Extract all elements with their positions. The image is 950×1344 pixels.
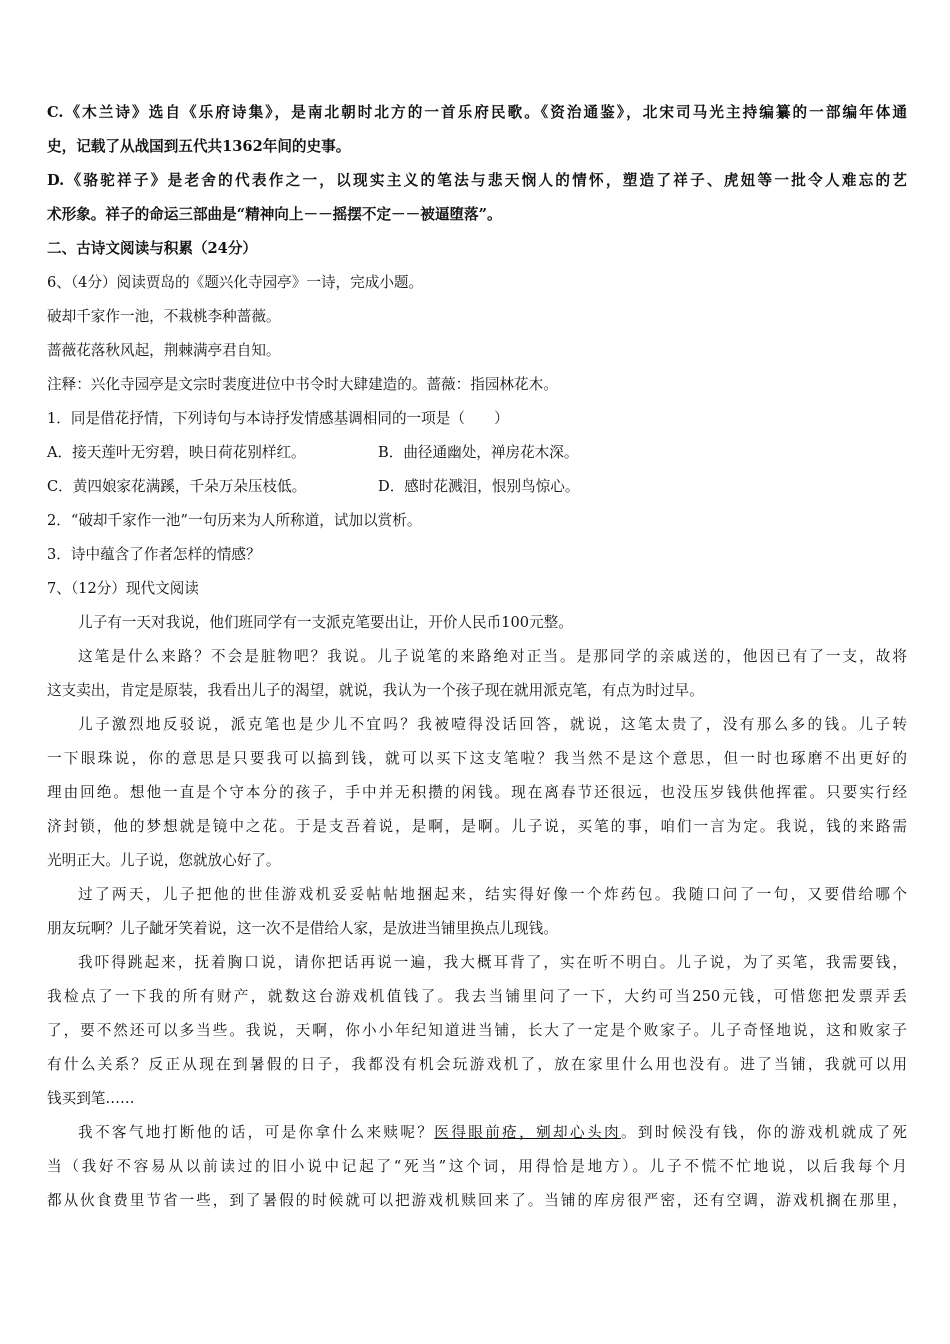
option-b: B．曲径通幽处，禅房花木深。 (378, 444, 579, 461)
q5-option-d-line2: 术形象。祥子的命运三部曲是“精神向上－－摇摆不定－－被逼堕落”。 (47, 206, 502, 223)
q7-stem: 7、（12分）现代文阅读 (47, 580, 199, 597)
passage-p3-line2: 一下眼珠说，你的意思是只要我可以搞到钱，就可以买下这支笔啦？我当然不是这个意思，但一时也琢磨不出更好的 (47, 750, 907, 767)
passage-p5-line3: 了，要不然还可以多当些。我说，天啊，你小小年纪知道进当铺，长大了一定是个败家子。儿子奇怪地说，这和败家子 (47, 1022, 907, 1039)
passage-p6-line1 (47, 1116, 907, 1150)
passage-p5-line1: 我吓得跳起来，抚着胸口说，请你把话再说一遍，我大概耳背了，实在听不明白。儿子说，为了买笔，我需要钱， (78, 954, 907, 971)
q6-subquestion-1: 1．同是借花抒情，下列诗句与本诗抒发情感基调相同的一项是（ ） (47, 410, 509, 427)
passage-p3-line5: 光明正大。儿子说，您就放心好了。 (47, 852, 281, 869)
option-c: C．黄四娘家花满蹊，千朵万朵压枝低。 (47, 478, 307, 495)
q6-stem: 6、（4分）阅读贾岛的《题兴化寺园亭》一诗，完成小题。 (47, 274, 424, 291)
passage-p4-line1: 过了两天，儿子把他的世佳游戏机妥妥帖帖地捆起来，结实得好像一个炸药包。我随口问了一句，又要借给哪个 (78, 886, 907, 903)
option-a: A．接天莲叶无穷碧，映日荷花别样红。 (47, 444, 306, 461)
passage-p6-line2: 当（我好不容易从以前读过的旧小说中记起了“死当”这个词，用得恰是地方）。儿子不慌不忙地说，以后我每个月 (47, 1158, 907, 1175)
q5-option-c-line2: 史，记载了从战国到五代共1362年间的史事。 (47, 138, 351, 155)
passage-p3-line3: 理由回绝。想他一直是个守本分的孩子，手中并无积攒的闲钱。现在离春节还很远，也没压岁钱供他挥霍。只要实行经 (47, 784, 907, 801)
passage-p5-line2: 我检点了一下我的所有财产，就数这台游戏机值钱了。我去当铺里问了一下，大约可当250元钱，可惜您把发票弄丢 (47, 988, 907, 1005)
q6-options-row-1 (47, 436, 907, 470)
poem-line-1: 破却千家作一池，不栽桃李种蔷薇。 (47, 308, 281, 325)
q6-options-row-2 (47, 470, 907, 504)
q5-option-c-line1: C.《木兰诗》选自《乐府诗集》，是南北朝时北方的一首乐府民歌。《资治通鉴》，北宋司马光主持编纂的一部编年体通 (47, 104, 907, 121)
passage-p2-line2: 这支卖出，肯定是原装，我看出儿子的渴望，就说，我认为一个孩子现在就用派克笔，有点为时过早。 (47, 682, 704, 699)
poem-line-2: 蔷薇花落秋风起，荆棘满亭君自知。 (47, 342, 281, 359)
q6-subquestion-2: 2．“破却千家作一池”一句历来为人所称道，试加以赏析。 (47, 512, 422, 529)
passage-paragraph-1: 儿子有一天对我说，他们班同学有一支派克笔要出让，开价人民币100元整。 (78, 614, 573, 631)
passage-p3-line4: 济封锁，他的梦想就是镜中之花。于是支吾着说，是啊，是啊。儿子说，买笔的事，咱们一言为定。我说，钱的来路需 (47, 818, 907, 835)
p6-text-before: 我不客气地打断他的话，可是你拿什么来赎呢？ (78, 1124, 435, 1141)
passage-p5-line5: 钱买到笔…… (47, 1090, 135, 1107)
option-d: D．感时花溅泪，恨别鸟惊心。 (378, 478, 580, 495)
q5-option-d-line1: D.《骆驼祥子》是老舍的代表作之一，以现实主义的笔法与悲天悯人的情怀，塑造了祥子、虎妞等一批令人难忘的艺 (47, 172, 907, 189)
p6-text-after: 。到时候没有钱，你的游戏机就成了死 (620, 1124, 907, 1141)
poem-note: 注释：兴化寺园亭是文宗时裴度进位中书令时大肆建造的。蔷薇：指园林花木。 (47, 376, 558, 393)
section-heading: 二、古诗文阅读与积累（24分） (47, 240, 258, 257)
underlined-phrase: 医得眼前疮，剜却心头肉 (434, 1124, 621, 1141)
passage-p3-line1: 儿子激烈地反驳说，派克笔也是少儿不宜吗？我被噎得没话回答，就说，这笔太贵了，没有那么多的钱。儿子转 (78, 716, 907, 733)
passage-p5-line4: 有什么关系？反正从现在到暑假的日子，我都没有机会玩游戏机了，放在家里什么用也没有。进了当铺，我就可以用 (47, 1056, 907, 1073)
passage-p4-line2: 朋友玩啊？儿子龇牙笑着说，这一次不是借给人家，是放进当铺里换点儿现钱。 (47, 920, 558, 937)
passage-p2-line1: 这笔是什么来路？不会是脏物吧？我说。儿子说笔的来路绝对正当。是那同学的亲戚送的，他因已有了一支，故将 (78, 648, 907, 665)
document-page (47, 96, 907, 1218)
passage-p6-line3: 都从伙食费里节省一些，到了暑假的时候就可以把游戏机赎回来了。当铺的库房很严密，还有空调，游戏机搁在那里， (47, 1192, 907, 1209)
q6-subquestion-3: 3．诗中蕴含了作者怎样的情感？ (47, 546, 261, 563)
